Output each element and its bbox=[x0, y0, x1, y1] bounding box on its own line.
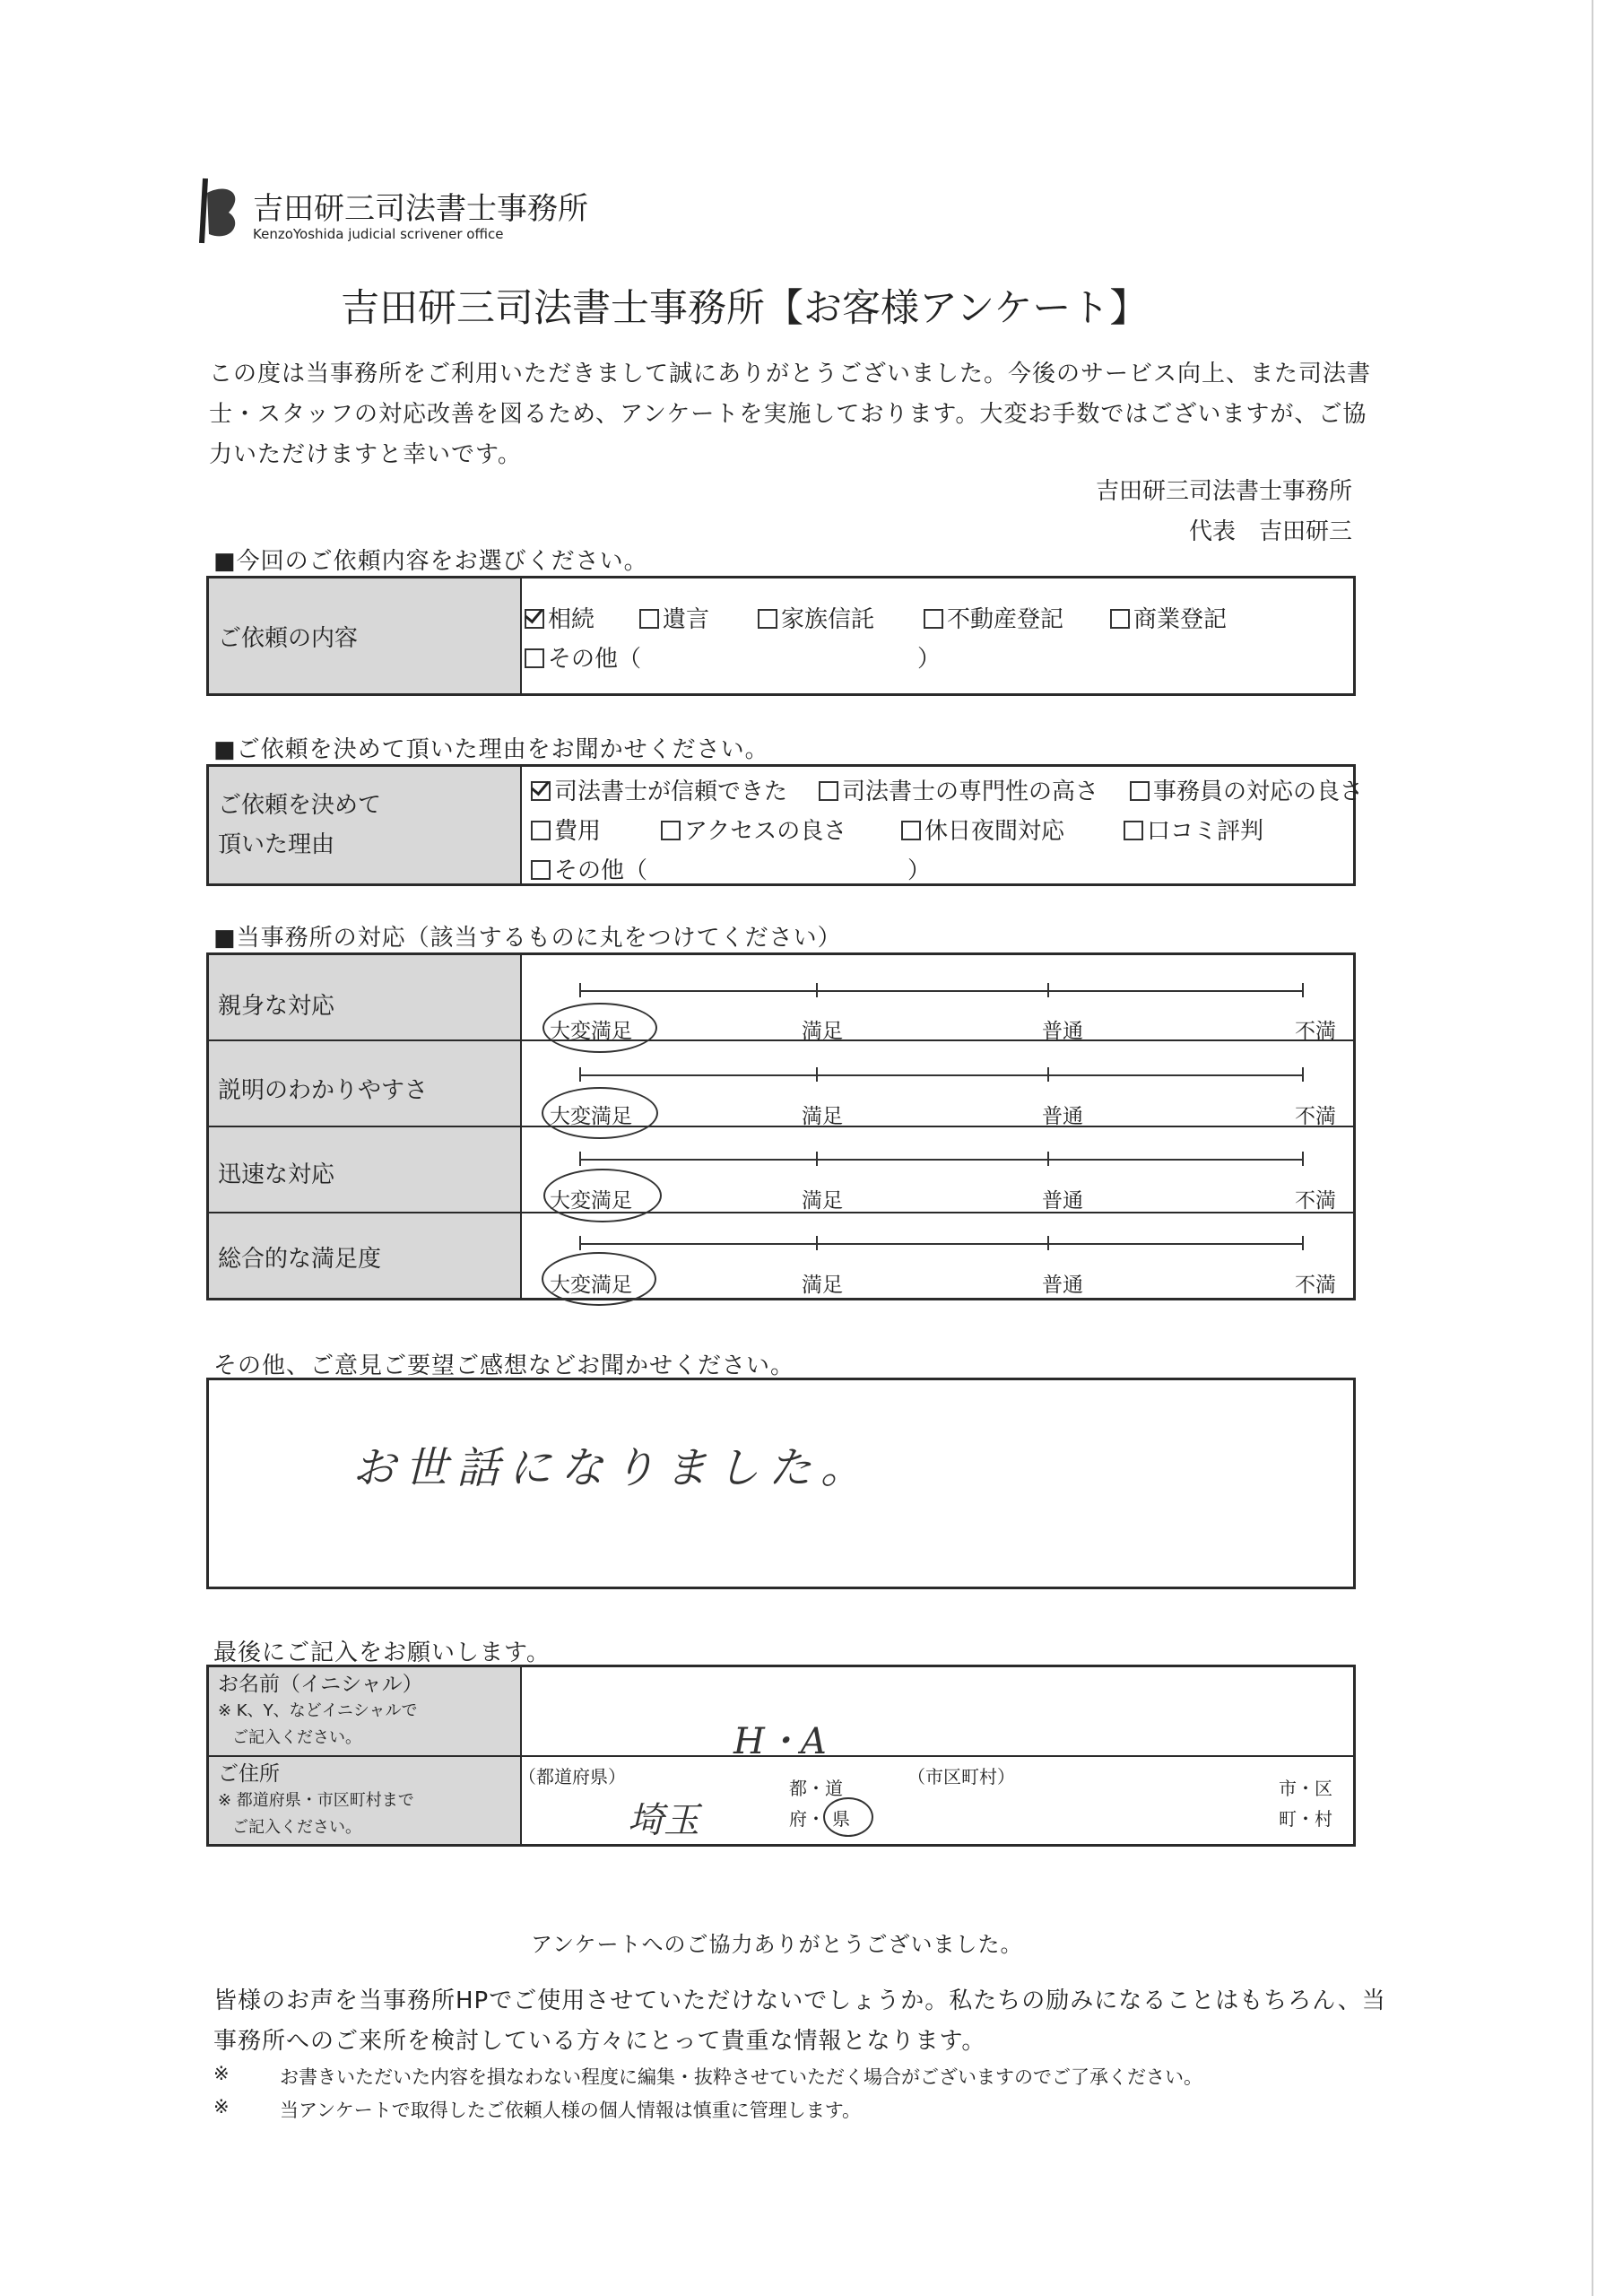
tick bbox=[816, 983, 818, 997]
checkbox-icon[interactable] bbox=[1130, 781, 1150, 801]
prefecture-suffix-bottom-2: 県 bbox=[832, 1808, 850, 1830]
city-suffix-top: 市・区 bbox=[1279, 1778, 1332, 1799]
rating-label-3: 迅速な対応 bbox=[218, 1161, 335, 1188]
other-close-paren: ） bbox=[907, 857, 932, 884]
prefecture-hint: （都道府県） bbox=[518, 1766, 626, 1787]
checkbox-checked-icon[interactable] bbox=[531, 781, 551, 801]
selection-circle bbox=[543, 1169, 662, 1222]
option-label: 司法書士が信頼できた bbox=[554, 778, 788, 805]
checkbox-icon[interactable] bbox=[1124, 821, 1143, 840]
rating-table bbox=[206, 952, 1356, 1300]
prefecture-value: 埼玉 bbox=[628, 1800, 699, 1841]
scale-dissatisfied[interactable]: 不満 bbox=[1295, 1020, 1336, 1043]
rating-scale-line bbox=[579, 1074, 1304, 1076]
selection-circle bbox=[823, 1797, 873, 1837]
option-cost[interactable] bbox=[531, 813, 601, 846]
logo-name: 吉田研三司法書士事務所 bbox=[253, 191, 588, 227]
tick bbox=[1302, 1152, 1304, 1166]
scale-normal[interactable]: 普通 bbox=[1042, 1274, 1083, 1297]
name-label: お名前（イニシャル） bbox=[218, 1673, 423, 1696]
scale-normal[interactable]: 普通 bbox=[1042, 1105, 1083, 1128]
option-label: アクセスの良さ bbox=[684, 818, 847, 845]
selection-circle bbox=[542, 1252, 656, 1306]
prefecture-suffix-top: 都・道 bbox=[789, 1778, 843, 1799]
checkbox-icon[interactable] bbox=[531, 821, 551, 840]
scale-dissatisfied[interactable]: 不満 bbox=[1295, 1105, 1336, 1128]
butterfly-logo-icon bbox=[193, 175, 245, 247]
option-shogyo-touki[interactable] bbox=[1110, 601, 1227, 634]
tick bbox=[1047, 1152, 1049, 1166]
option-staff[interactable] bbox=[1130, 773, 1363, 806]
section3-heading: ■当事務所の対応（該当するものに丸をつけてください） bbox=[213, 925, 842, 952]
logo-subtitle: KenzoYoshida judicial scrivener office bbox=[253, 226, 504, 242]
option-label: 家族信託 bbox=[781, 606, 875, 633]
note-mark-1: ※ bbox=[213, 2063, 230, 2084]
request-content-table bbox=[206, 576, 1356, 696]
rating-scale-line bbox=[579, 1243, 1304, 1245]
option-access[interactable] bbox=[661, 813, 846, 846]
rating-scale-line bbox=[579, 1159, 1304, 1161]
checkbox-icon[interactable] bbox=[758, 609, 777, 629]
intro-line-2: 士・スタッフの対応改善を図るため、アンケートを実施しております。大変お手数ではございますが、ご協 bbox=[209, 401, 1367, 428]
note-mark-2: ※ bbox=[213, 2096, 230, 2118]
name-value: H・A bbox=[733, 1721, 827, 1762]
tick bbox=[1047, 983, 1049, 997]
checkbox-icon[interactable] bbox=[531, 860, 551, 880]
option-yuigon[interactable] bbox=[639, 601, 709, 634]
reason-label-line2: 頂いた理由 bbox=[218, 831, 335, 858]
comments-heading: その他、ご意見ご要望ご感想などお聞かせください。 bbox=[213, 1352, 795, 1379]
option-expertise[interactable] bbox=[819, 773, 1098, 806]
checkbox-icon[interactable] bbox=[924, 609, 943, 629]
rating-label-4: 総合的な満足度 bbox=[218, 1246, 382, 1274]
checkbox-icon[interactable] bbox=[819, 781, 838, 801]
checkbox-icon[interactable] bbox=[525, 648, 544, 668]
scale-dissatisfied[interactable]: 不満 bbox=[1295, 1189, 1336, 1213]
scale-very-satisfied[interactable]: 大変満足 bbox=[550, 1020, 632, 1043]
option-kazoku-shintaku[interactable] bbox=[758, 601, 874, 634]
city-hint: （市区町村） bbox=[907, 1766, 1015, 1787]
intro-line-3: 力いただけますと幸いです。 bbox=[209, 441, 522, 468]
option-souzoku[interactable] bbox=[525, 601, 595, 634]
checkbox-icon[interactable] bbox=[901, 821, 921, 840]
option-label: 遺言 bbox=[663, 606, 710, 633]
checkbox-icon[interactable] bbox=[1110, 609, 1130, 629]
page-edge bbox=[1592, 0, 1593, 2296]
address-label: ご住所 bbox=[218, 1761, 280, 1786]
checkbox-icon[interactable] bbox=[661, 821, 681, 840]
option-other-reason[interactable] bbox=[531, 852, 647, 885]
signature-rep: 代表 吉田研三 bbox=[1188, 518, 1352, 545]
selection-circle bbox=[542, 1087, 658, 1139]
scale-very-satisfied[interactable]: 大変満足 bbox=[550, 1105, 632, 1128]
checkbox-icon[interactable] bbox=[639, 609, 659, 629]
option-label: 司法書士の専門性の高さ bbox=[842, 778, 1099, 805]
option-label: 商業登記 bbox=[1133, 606, 1228, 633]
scale-satisfied[interactable]: 満足 bbox=[802, 1105, 843, 1128]
address-note-2: ご記入ください。 bbox=[232, 1817, 361, 1837]
reason-label-line1: ご依頼を決めて bbox=[218, 792, 382, 819]
scale-dissatisfied[interactable]: 不満 bbox=[1295, 1274, 1336, 1297]
closing-line-1: 皆様のお声を当事務所HPでご使用させていただけないでしょうか。私たちの励みになることはもちろん、当 bbox=[213, 1987, 1386, 2014]
tick bbox=[1047, 1067, 1049, 1082]
tick bbox=[1047, 1236, 1049, 1250]
scale-normal[interactable]: 普通 bbox=[1042, 1189, 1083, 1213]
scale-satisfied[interactable]: 満足 bbox=[802, 1020, 843, 1043]
tick bbox=[579, 983, 581, 997]
section2-heading: ■ご依頼を決めて頂いた理由をお聞かせください。 bbox=[213, 736, 769, 763]
option-fudosan-touki[interactable] bbox=[924, 601, 1063, 634]
note-text-1: お書きいただいた内容を損なわない程度に編集・抜粋させていただく場合がございますのでご了承ください。 bbox=[280, 2066, 1202, 2088]
city-suffix-bottom: 町・村 bbox=[1279, 1808, 1332, 1830]
tick bbox=[579, 1152, 581, 1166]
other-close-paren: ） bbox=[917, 646, 942, 673]
selection-circle bbox=[542, 1003, 657, 1053]
section1-heading: ■今回のご依頼内容をお選びください。 bbox=[213, 548, 648, 575]
scale-satisfied[interactable]: 満足 bbox=[802, 1274, 843, 1297]
tick bbox=[1302, 1236, 1304, 1250]
rating-label-2: 説明のわかりやすさ bbox=[218, 1076, 429, 1104]
option-label: 不動産登記 bbox=[947, 606, 1064, 633]
tick bbox=[579, 1236, 581, 1250]
page-title: 吉田研三司法書士事務所【お客様アンケート】 bbox=[341, 286, 1149, 331]
option-label: その他（ bbox=[554, 857, 648, 884]
intro-line-1: この度は当事務所をご利用いただきまして誠にありがとうございました。今後のサービス向上、また司法書 bbox=[209, 361, 1372, 387]
scale-very-satisfied[interactable]: 大変満足 bbox=[550, 1274, 632, 1297]
tick bbox=[579, 1067, 581, 1082]
option-reviews[interactable] bbox=[1124, 813, 1263, 846]
signature-office: 吉田研三司法書士事務所 bbox=[1095, 478, 1352, 505]
rating-label-1: 親身な対応 bbox=[218, 993, 335, 1020]
final-heading: 最後にご記入をお願いします。 bbox=[213, 1639, 551, 1666]
note-text-2: 当アンケートで取得したご依頼人様の個人情報は慎重に管理します。 bbox=[280, 2100, 862, 2121]
closing-line-2: 事務所へのご来所を検討している方々にとって貴重な情報となります。 bbox=[213, 2028, 986, 2055]
option-label: 口コミ評判 bbox=[1147, 818, 1264, 845]
request-content-label: ご依頼の内容 bbox=[218, 624, 359, 652]
prefecture-suffix-bottom-1: 府・ bbox=[789, 1808, 825, 1830]
option-label: 相続 bbox=[548, 606, 595, 633]
option-other[interactable] bbox=[525, 640, 641, 674]
tick bbox=[816, 1067, 818, 1082]
thanks-message: アンケートへのご協力ありがとうございました。 bbox=[531, 1932, 1023, 1957]
tick bbox=[816, 1152, 818, 1166]
option-label: その他（ bbox=[548, 646, 642, 673]
scale-satisfied[interactable]: 満足 bbox=[802, 1189, 843, 1213]
scale-normal[interactable]: 普通 bbox=[1042, 1020, 1083, 1043]
comments-handwritten: お世話になりました。 bbox=[352, 1443, 873, 1493]
scale-very-satisfied[interactable]: 大変満足 bbox=[550, 1189, 632, 1213]
name-note-2: ご記入ください。 bbox=[232, 1728, 361, 1747]
option-trust[interactable] bbox=[531, 773, 787, 806]
tick bbox=[816, 1236, 818, 1250]
option-label: 事務員の対応の良さ bbox=[1153, 778, 1364, 805]
rating-scale-line bbox=[579, 990, 1304, 992]
tick bbox=[1302, 1067, 1304, 1082]
checkbox-checked-icon[interactable] bbox=[525, 609, 544, 629]
address-note-1: ※ 都道府県・市区町村まで bbox=[218, 1790, 414, 1810]
option-holiday[interactable] bbox=[901, 813, 1064, 846]
option-label: 費用 bbox=[554, 818, 602, 845]
tick bbox=[1302, 983, 1304, 997]
name-note-1: ※ K、Y、などイニシャルで bbox=[218, 1701, 418, 1720]
option-label: 休日夜間対応 bbox=[924, 818, 1065, 845]
